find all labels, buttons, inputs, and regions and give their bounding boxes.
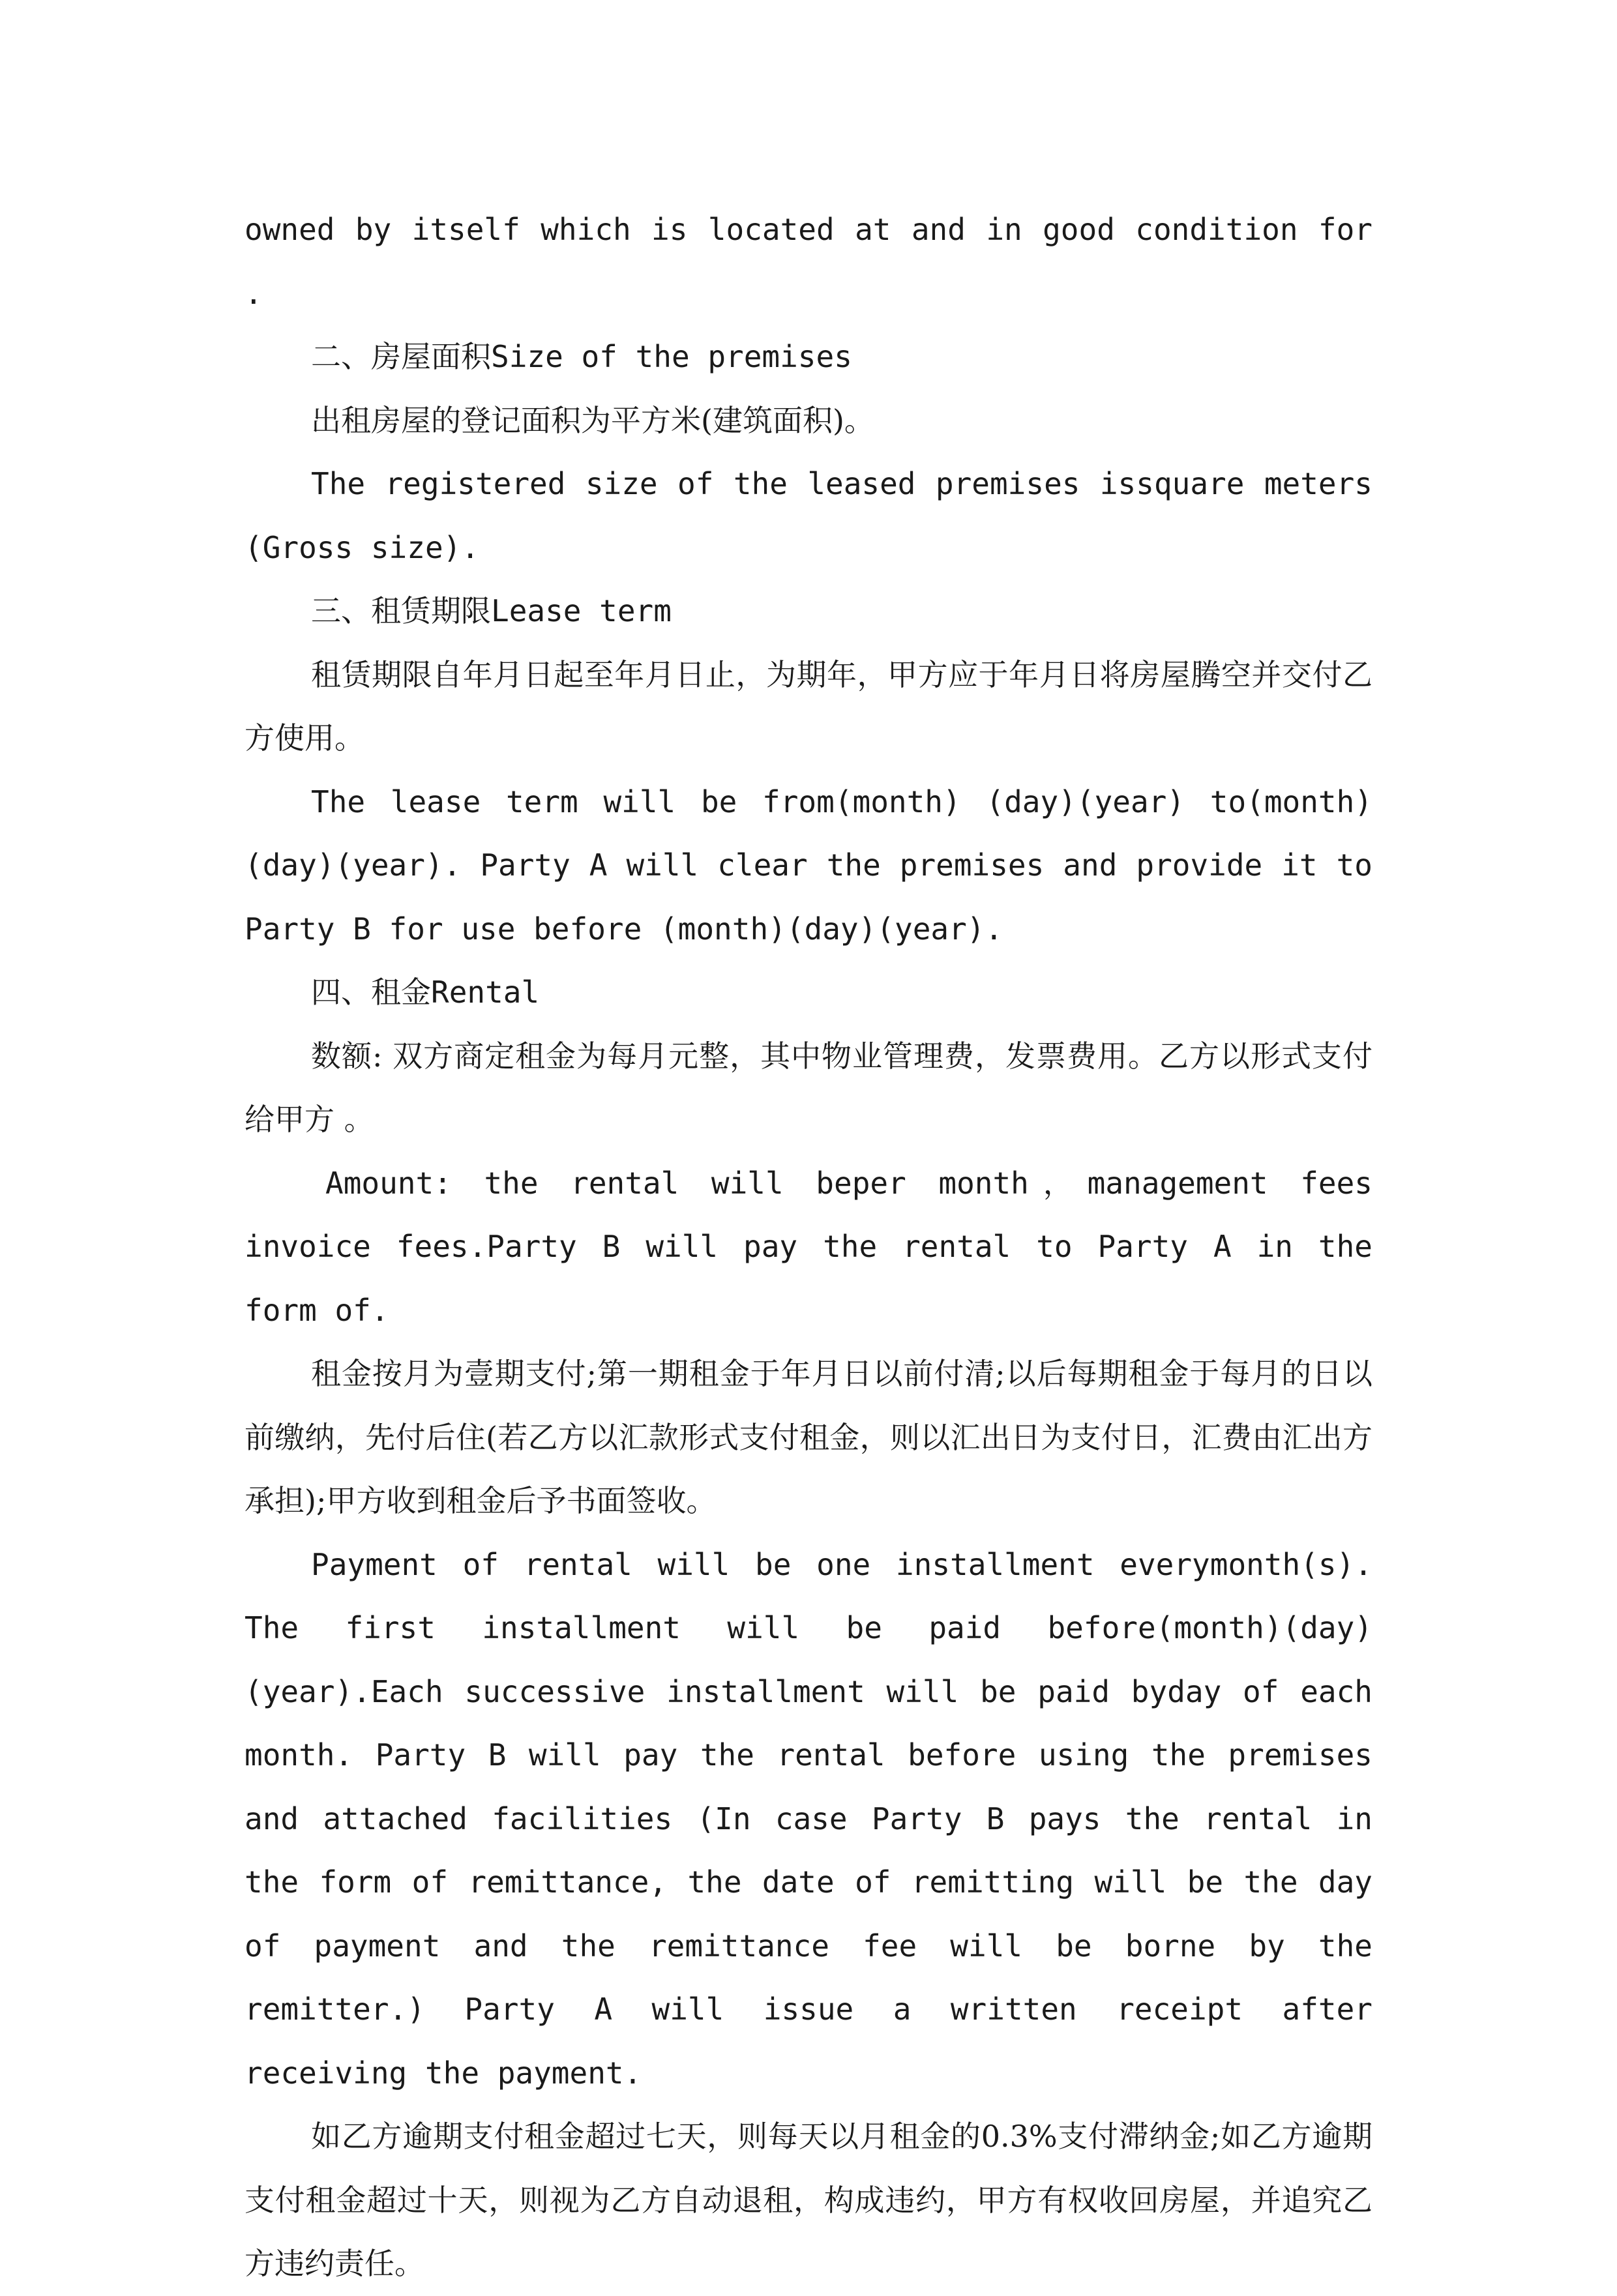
paragraph-lease-term-en: The lease term will be from(month) (day)(year) to(month)(day)(year). Party A will clear the premises and provide it to Party B for use before (month)(day)(year). <box>245 784 1372 947</box>
paragraph-payment-schedule-en: Payment of rental will be one installment everymonth(s). The first installment will be paid before(month)(day)(year).Each successive installment will be paid byday of each month. Party B will pay the rental before using the premises and attached facilities (In case Party B pays the rental in the form of remittance, the date of remitting will be the day of payment and the remittance fee will be borne by the remitter.) Party A will issue a written receipt after receiving the payment. <box>245 1546 1372 2091</box>
heading-rental: 四、租金Rental <box>311 975 540 1010</box>
paragraph-rental-amount-cn: 数额: 双方商定租金为每月元整，其中物业管理费，发票费用。乙方以形式支付给甲方 。 <box>245 1038 1372 1137</box>
paragraph-registered-size-cn: 出租房屋的登记面积为平方米(建筑面积)。 <box>311 402 874 438</box>
heading-lease-term: 三、租赁期限Lease term <box>311 593 672 628</box>
paragraph-registered-size-en: The registered size of the leased premises issquare meters (Gross size). <box>245 466 1372 565</box>
paragraph-lease-term-cn: 租赁期限自年月日起至年月日止，为期年，甲方应于年月日将房屋腾空并交付乙方使用。 <box>245 656 1372 756</box>
paragraph-payment-schedule-cn: 租金按月为壹期支付;第一期租金于年月日以前付清;以后每期租金于每月的日以前缴纳，先付后住(若乙方以汇款形式支付租金，则以汇出日为支付日，汇费由汇出方承担);甲方收到租金后予书面签收。 <box>245 1356 1372 1518</box>
paragraph-premises-condition: owned by itself which is located at and in good condition for . <box>245 212 1372 311</box>
document-body <box>245 198 1372 2296</box>
paragraph-rental-amount-en: Amount: the rental will beper month，management fees invoice fees.Party B will pay the rental to Party A in the form of. <box>245 1165 1372 1328</box>
paragraph-late-payment-cn: 如乙方逾期支付租金超过七天，则每天以月租金的0.3%支付滞纳金;如乙方逾期支付租金超过十天，则视为乙方自动退租，构成违约，甲方有权收回房屋，并追究乙方违约责任。 <box>245 2119 1372 2281</box>
heading-size-of-premises: 二、房屋面积Size of the premises <box>311 339 852 374</box>
